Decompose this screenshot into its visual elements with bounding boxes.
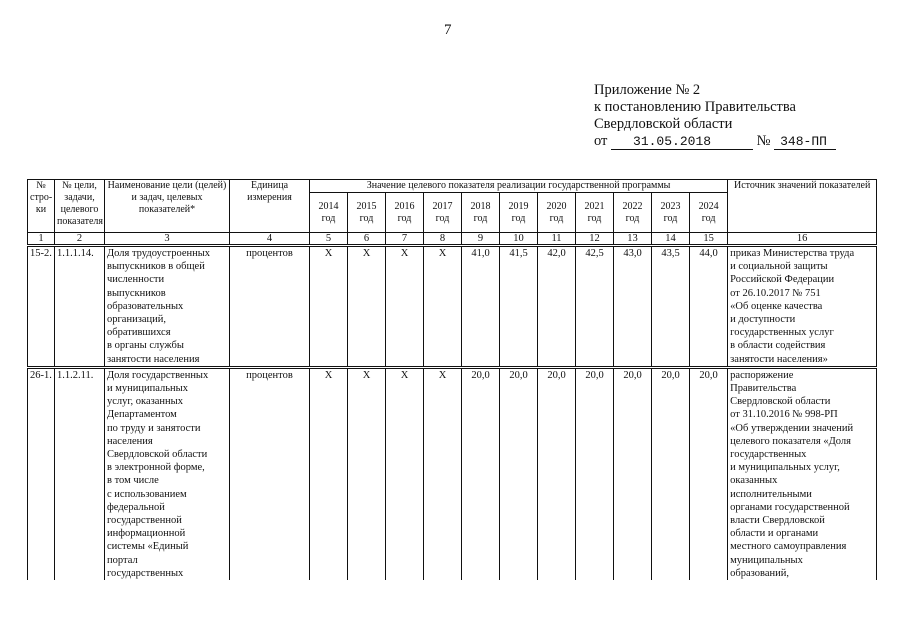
cell-value: X <box>348 246 386 368</box>
cell-value: 42,0 <box>538 246 576 368</box>
cell-indicator-name: Доля трудоустроенных выпускников в общей численности выпускников образовательных организаций, обратившихся в органы службы занятости населения <box>105 246 230 368</box>
indicators-table <box>27 179 877 580</box>
cell-value: 44,0 <box>690 246 728 368</box>
header-year: 2015 год <box>348 193 386 233</box>
cell-value: 43,5 <box>652 246 690 368</box>
header-year: 2014 год <box>310 193 348 233</box>
cell-value: X <box>386 367 424 580</box>
appendix-header <box>594 82 836 150</box>
header-row-no: № стро-ки <box>28 180 55 233</box>
column-number: 7 <box>386 233 424 246</box>
appendix-region-line: Свердловской области <box>594 116 733 132</box>
cell-value: 41,5 <box>500 246 538 368</box>
cell-source: приказ Министерства труда и социальной защиты Российской Федерации от 26.10.2017 № 751 «Об оценке качества и доступности государственных услуг в области содействия занятости населения» <box>728 246 877 368</box>
cell-value: 42,5 <box>576 246 614 368</box>
column-number: 9 <box>462 233 500 246</box>
column-number: 10 <box>500 233 538 246</box>
cell-row-no: 26-1. <box>28 367 55 580</box>
column-number: 15 <box>690 233 728 246</box>
from-label: от <box>594 133 608 149</box>
cell-value: X <box>424 367 462 580</box>
header-year: 2017 год <box>424 193 462 233</box>
header-name: Наименование цели (целей) и задач, целевых показателей* <box>105 180 230 233</box>
cell-value: X <box>310 367 348 580</box>
header-values-group: Значение целевого показателя реализации государственной программы <box>310 180 728 193</box>
cell-value: 20,0 <box>614 367 652 580</box>
column-number: 13 <box>614 233 652 246</box>
cell-goal-no: 1.1.1.14. <box>55 246 105 368</box>
table-row <box>28 246 877 368</box>
header-goal-no: № цели, задачи, целевого показателя <box>55 180 105 233</box>
cell-value: 43,0 <box>614 246 652 368</box>
appendix-date-line <box>594 133 836 150</box>
table-row <box>28 367 877 580</box>
resolution-number: 348-ПП <box>774 135 836 150</box>
cell-value: 20,0 <box>500 367 538 580</box>
cell-source: распоряжение Правительства Свердловской области от 31.10.2016 № 998-РП «Об утверждении значений целевого показателя «Доля государственных и муниципальных услуг, оказанных исполнительными органами государственной власти Свердловской области и органами местного самоуправления муниципальных образований, <box>728 367 877 580</box>
cell-value: 20,0 <box>652 367 690 580</box>
cell-indicator-name: Доля государственных и муниципальных услуг, оказанных Департаментом по труду и занятости населения Свердловской области в электронной форме, в том числе с использованием федеральной государственной информационной системы «Единый портал государственных <box>105 367 230 580</box>
column-number: 2 <box>55 233 105 246</box>
header-year: 2016 год <box>386 193 424 233</box>
header-year: 2024 год <box>690 193 728 233</box>
column-number-row <box>28 233 877 246</box>
column-number: 16 <box>728 233 877 246</box>
column-number: 11 <box>538 233 576 246</box>
cell-unit: процентов <box>230 246 310 368</box>
cell-value: 20,0 <box>576 367 614 580</box>
cell-value: X <box>386 246 424 368</box>
cell-value: 41,0 <box>462 246 500 368</box>
column-number: 8 <box>424 233 462 246</box>
header-year: 2018 год <box>462 193 500 233</box>
header-year: 2020 год <box>538 193 576 233</box>
resolution-date: 31.05.2018 <box>611 135 753 150</box>
column-number: 12 <box>576 233 614 246</box>
appendix-title: Приложение № 2 <box>594 82 701 98</box>
column-number: 6 <box>348 233 386 246</box>
header-year: 2022 год <box>614 193 652 233</box>
cell-value: 20,0 <box>538 367 576 580</box>
cell-unit: процентов <box>230 367 310 580</box>
number-label: № <box>756 133 771 149</box>
cell-value: X <box>424 246 462 368</box>
appendix-resolution-line: к постановлению Правительства <box>594 99 796 115</box>
header-unit: Единица измерения <box>230 180 310 233</box>
column-number: 5 <box>310 233 348 246</box>
column-number: 1 <box>28 233 55 246</box>
column-number: 4 <box>230 233 310 246</box>
header-year: 2019 год <box>500 193 538 233</box>
cell-value: 20,0 <box>462 367 500 580</box>
cell-value: X <box>310 246 348 368</box>
page-number: 7 <box>444 22 452 38</box>
column-number: 3 <box>105 233 230 246</box>
cell-value: 20,0 <box>690 367 728 580</box>
header-source: Источник значений показателей <box>728 180 877 233</box>
column-number: 14 <box>652 233 690 246</box>
header-year: 2021 год <box>576 193 614 233</box>
cell-value: X <box>348 367 386 580</box>
cell-row-no: 15-2. <box>28 246 55 368</box>
cell-goal-no: 1.1.2.11. <box>55 367 105 580</box>
header-year: 2023 год <box>652 193 690 233</box>
